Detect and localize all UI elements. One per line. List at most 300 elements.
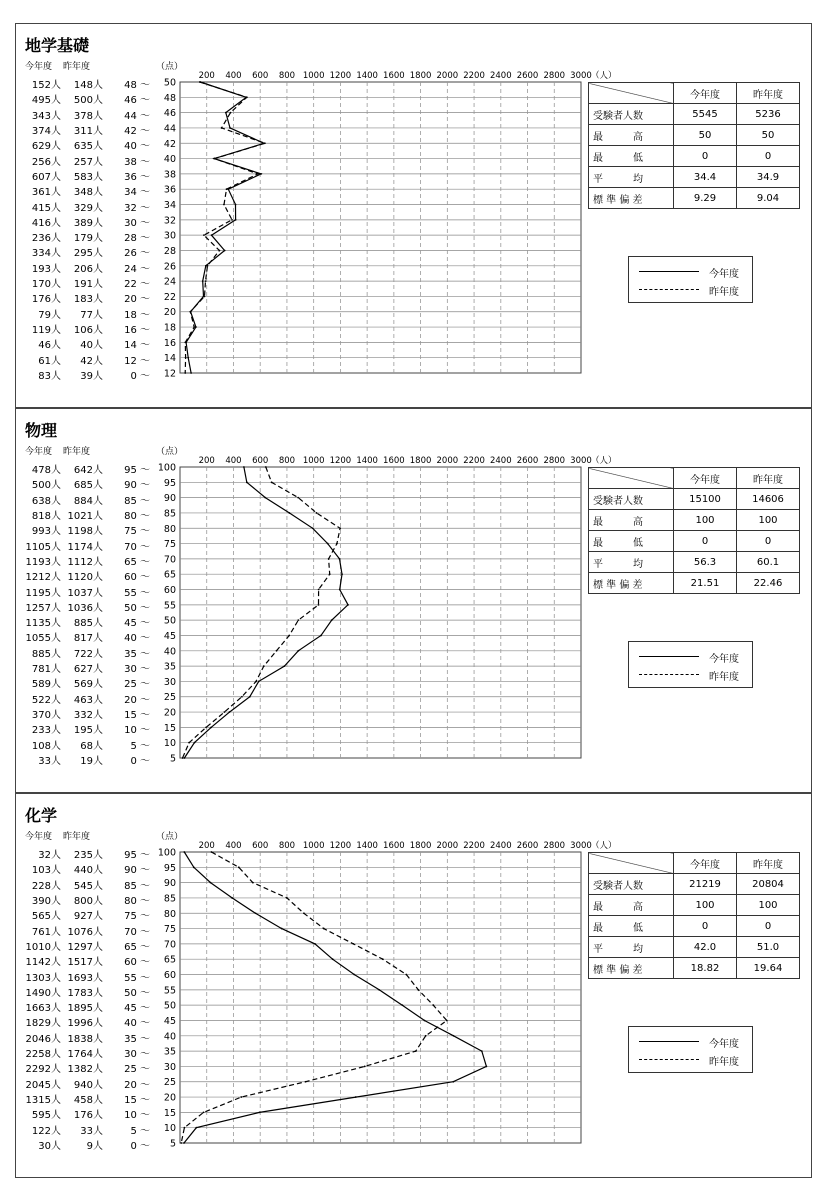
x-tick-label: 2400 [489, 71, 512, 81]
series-line-last-year [185, 82, 265, 373]
row-score-range: 26 ～ [124, 248, 150, 260]
row-count-this-year: 46人 [38, 340, 61, 352]
row-count-last-year: 1895人 [67, 1003, 103, 1015]
row-count-last-year: 1036人 [67, 602, 103, 614]
y-tick-label: 100 [157, 462, 176, 474]
x-tick-label: 1600 [383, 456, 405, 466]
row-score-range: 25 ～ [124, 1064, 150, 1076]
row-count-last-year: 1764人 [67, 1049, 103, 1061]
row-score-range: 85 ～ [124, 880, 150, 892]
data-point-last-year [255, 681, 257, 683]
x-tick-label: 1800 [409, 841, 432, 851]
y-tick-label: 22 [163, 291, 176, 303]
header-this-year: 今年度 [25, 832, 53, 842]
data-point-last-year [238, 866, 240, 868]
stats-header-row [589, 853, 800, 874]
stats-corner-cell [589, 83, 674, 104]
x-tick-label: 400 [225, 71, 242, 81]
row-count-this-year: 256人 [31, 156, 61, 168]
stats-label: 受験者人数 [589, 874, 674, 895]
stats-label: 平 均 [589, 167, 674, 188]
data-point-this-year [183, 851, 185, 853]
data-point-last-year [288, 635, 290, 637]
stats-row [589, 125, 800, 146]
row-score-range: 90 ～ [124, 480, 150, 492]
data-point-this-year [183, 1142, 185, 1144]
x-tick-label: 600 [252, 841, 269, 851]
data-point-this-year [341, 573, 343, 575]
row-count-last-year: 884人 [73, 495, 103, 507]
legend-label-this-year: 今年度 [709, 654, 739, 665]
y-tick-label: 70 [163, 554, 176, 566]
row-score-range: 15 ～ [124, 1095, 150, 1107]
stats-col-last-year: 昨年度 [737, 468, 800, 489]
data-point-this-year [401, 1004, 403, 1006]
row-count-this-year: 415人 [31, 202, 61, 214]
y-tick-label: 14 [163, 353, 176, 365]
row-count-last-year: 642人 [73, 465, 103, 476]
x-tick-label: 2000 [436, 841, 459, 851]
x-tick-label: 2800 [543, 71, 566, 81]
data-point-this-year [485, 1066, 487, 1068]
y-tick-label: 40 [163, 1031, 176, 1043]
row-count-this-year: 2292人 [25, 1064, 61, 1076]
stats-value-last-year: 100 [737, 510, 800, 531]
row-count-last-year: 206人 [73, 263, 103, 275]
stats-value-last-year: 22.46 [737, 573, 800, 594]
stats-row [589, 104, 800, 125]
stats-label: 最 低 [589, 916, 674, 937]
data-point-this-year [481, 1050, 483, 1052]
y-tick-label: 65 [163, 954, 176, 966]
data-point-last-year [446, 1020, 448, 1022]
row-score-range: 32 ～ [124, 202, 150, 214]
legend-solid-line [639, 656, 699, 657]
stats-row [589, 146, 800, 167]
row-count-last-year: 295人 [73, 248, 103, 260]
data-point-last-year [221, 127, 223, 129]
row-count-last-year: 1198人 [67, 526, 103, 538]
data-point-this-year [243, 466, 245, 468]
y-tick-label: 45 [163, 1015, 176, 1027]
x-tick-label: 200 [198, 841, 215, 851]
row-count-this-year: 370人 [31, 710, 61, 722]
stats-row [589, 188, 800, 209]
y-tick-label: 15 [163, 1107, 176, 1119]
row-count-this-year: 390人 [31, 895, 61, 907]
stats-row [589, 937, 800, 958]
row-count-this-year: 119人 [31, 325, 61, 337]
data-point-last-year [226, 188, 228, 190]
data-point-last-year [264, 142, 266, 144]
row-count-last-year: 940人 [73, 1079, 103, 1091]
data-point-last-year [318, 604, 320, 606]
stats-label: 最 低 [589, 146, 674, 167]
row-score-range: 45 ～ [124, 618, 150, 630]
legend-solid-line [639, 271, 699, 272]
row-count-this-year: 1193人 [25, 556, 61, 568]
row-count-this-year: 228人 [31, 880, 61, 892]
row-count-last-year: 635人 [73, 141, 103, 153]
y-tick-label: 36 [163, 184, 176, 196]
row-score-range: 38 ～ [124, 156, 150, 168]
row-count-this-year: 1195人 [25, 587, 61, 599]
y-tick-label: 100 [157, 847, 176, 859]
row-count-this-year: 638人 [31, 495, 61, 507]
data-point-last-year [184, 341, 186, 343]
stats-row [589, 573, 800, 594]
row-score-range: 40 ～ [124, 1018, 150, 1030]
row-score-range: 12 ～ [124, 355, 150, 367]
data-point-this-year [195, 1127, 197, 1129]
row-score-range: 25 ～ [124, 679, 150, 691]
stats-label: 標 準 偏 差 [589, 188, 674, 209]
stats-value-this-year: 21219 [674, 874, 737, 895]
row-count-last-year: 1021人 [67, 510, 103, 522]
data-point-last-year [417, 989, 419, 991]
series-line-this-year [186, 82, 264, 373]
y-tick-label: 90 [163, 878, 176, 890]
y-tick-label: 20 [163, 307, 176, 319]
y-tick-label: 50 [163, 615, 176, 627]
data-point-last-year [257, 173, 259, 175]
data-point-last-year [425, 1035, 427, 1037]
x-tick-label: 200 [198, 71, 215, 81]
chart-legend [628, 641, 753, 688]
data-point-this-year [235, 204, 237, 206]
row-score-range: 20 ～ [124, 294, 150, 306]
stats-row [589, 552, 800, 573]
row-count-last-year: 1076人 [67, 926, 103, 938]
row-score-range: 35 ～ [124, 648, 150, 660]
data-point-last-year [336, 543, 338, 545]
row-count-this-year: 1055人 [25, 633, 61, 645]
row-count-last-year: 1838人 [67, 1033, 103, 1045]
y-tick-label: 75 [163, 924, 176, 936]
stats-label: 標 準 偏 差 [589, 573, 674, 594]
y-tick-label: 60 [163, 970, 176, 982]
row-score-range: 22 ～ [124, 279, 150, 291]
data-point-this-year [255, 912, 257, 914]
row-count-this-year: 885人 [31, 648, 61, 660]
row-count-this-year: 30人 [38, 1141, 61, 1152]
row-count-last-year: 148人 [73, 80, 103, 91]
legend-dashed-line [639, 674, 699, 675]
data-point-last-year [352, 943, 354, 945]
data-point-this-year [281, 928, 283, 930]
data-point-last-year [252, 882, 254, 884]
y-tick-label: 24 [163, 276, 176, 288]
row-count-last-year: 235人 [73, 850, 103, 861]
y-tick-label: 10 [163, 1123, 176, 1135]
data-point-this-year [339, 558, 341, 560]
x-tick-label: 2200 [463, 71, 485, 81]
row-count-last-year: 1037人 [67, 587, 103, 599]
data-point-this-year [353, 974, 355, 976]
data-point-this-year [332, 958, 334, 960]
score-unit-label: （点） [156, 447, 184, 457]
legend-label-this-year: 今年度 [709, 269, 739, 280]
stats-row [589, 895, 800, 916]
row-count-this-year: 761人 [31, 926, 61, 938]
header-this-year: 今年度 [25, 62, 53, 72]
row-count-last-year: 1120人 [67, 572, 103, 584]
row-score-range: 95 ～ [124, 850, 150, 861]
row-score-range: 65 ～ [124, 556, 150, 568]
row-score-range: 0 ～ [130, 1141, 150, 1152]
data-point-last-year [223, 711, 225, 713]
row-count-this-year: 500人 [31, 480, 61, 492]
row-count-this-year: 170人 [31, 279, 61, 291]
stats-col-this-year: 今年度 [674, 853, 737, 874]
data-point-this-year [258, 681, 260, 683]
x-tick-label: 3000 [570, 71, 592, 81]
row-count-last-year: 9人 [86, 1141, 103, 1152]
y-tick-label: 25 [163, 692, 176, 704]
row-count-last-year: 440人 [73, 865, 103, 877]
data-point-last-year [297, 619, 299, 621]
row-score-range: 85 ～ [124, 495, 150, 507]
stats-corner-cell [589, 468, 674, 489]
plot-frame [180, 467, 581, 758]
row-score-range: 14 ～ [124, 340, 150, 352]
row-count-last-year: 722人 [73, 648, 103, 660]
data-point-this-year [187, 357, 189, 359]
stats-col-last-year: 昨年度 [737, 83, 800, 104]
row-count-this-year: 1303人 [25, 972, 61, 984]
row-score-range: 30 ～ [124, 1049, 150, 1061]
data-point-last-year [382, 958, 384, 960]
stats-value-this-year: 15100 [674, 489, 737, 510]
y-tick-label: 80 [163, 523, 176, 535]
y-tick-label: 70 [163, 939, 176, 951]
row-count-this-year: 374人 [31, 125, 61, 137]
x-tick-label: 2200 [463, 841, 485, 851]
data-point-last-year [271, 481, 273, 483]
row-count-this-year: 629人 [31, 141, 61, 153]
stats-row [589, 916, 800, 937]
x-tick-label: 2400 [489, 456, 512, 466]
data-point-last-year [223, 204, 225, 206]
row-count-last-year: 179人 [73, 233, 103, 245]
y-tick-label: 10 [163, 738, 176, 750]
row-score-range: 28 ～ [124, 233, 150, 245]
data-point-last-year [180, 1142, 182, 1144]
x-tick-label: 400 [225, 841, 242, 851]
row-count-this-year: 1663人 [25, 1003, 61, 1015]
row-count-last-year: 191人 [73, 279, 103, 291]
stats-value-last-year: 20804 [737, 874, 800, 895]
stats-label: 受験者人数 [589, 104, 674, 125]
x-tick-label: 2200 [463, 456, 485, 466]
row-count-this-year: 103人 [31, 865, 61, 877]
data-point-last-year [297, 497, 299, 499]
row-count-last-year: 800人 [73, 895, 103, 907]
y-tick-label: 30 [163, 676, 176, 688]
row-count-last-year: 569人 [73, 679, 103, 691]
data-point-last-year [219, 250, 221, 252]
data-point-last-year [213, 158, 215, 160]
row-count-last-year: 1112人 [67, 556, 103, 568]
stats-value-last-year: 9.04 [737, 188, 800, 209]
stats-value-this-year: 18.82 [674, 958, 737, 979]
data-point-last-year [203, 1111, 205, 1113]
y-tick-label: 5 [169, 753, 176, 765]
x-tick-label: 2600 [516, 71, 539, 81]
y-tick-label: 34 [163, 200, 176, 212]
x-tick-label: 800 [278, 841, 296, 851]
data-point-last-year [203, 234, 205, 236]
row-count-last-year: 176人 [73, 1110, 103, 1122]
x-tick-label: 200 [198, 456, 215, 466]
data-point-last-year [182, 757, 184, 759]
row-count-this-year: 233人 [31, 725, 61, 737]
row-count-this-year: 781人 [31, 664, 61, 676]
row-count-this-year: 2046人 [25, 1033, 61, 1045]
legend-label-last-year: 昨年度 [709, 287, 739, 298]
row-score-range: 5 ～ [130, 740, 150, 752]
stats-header-row [589, 83, 800, 104]
data-point-last-year [415, 1050, 417, 1052]
stats-value-last-year: 100 [737, 895, 800, 916]
data-point-this-year [339, 589, 341, 591]
row-count-last-year: 1517人 [67, 957, 103, 969]
chart-legend [628, 1026, 753, 1073]
row-count-this-year: 1105人 [25, 541, 61, 553]
x-tick-label: 2600 [516, 456, 539, 466]
legend-dashed-line [639, 1059, 699, 1060]
row-count-this-year: 61人 [38, 355, 61, 367]
stats-value-last-year: 60.1 [737, 552, 800, 573]
stats-value-last-year: 5236 [737, 104, 800, 125]
data-point-this-year [259, 1111, 261, 1113]
row-score-range: 48 ～ [124, 80, 150, 91]
data-point-this-year [184, 757, 186, 759]
series-line-last-year [183, 467, 341, 758]
x-tick-label: 1200 [329, 456, 352, 466]
y-tick-label: 50 [163, 77, 176, 89]
row-score-range: 34 ～ [124, 187, 150, 199]
data-point-last-year [265, 466, 267, 468]
data-point-last-year [405, 974, 407, 976]
y-tick-label: 42 [163, 138, 176, 150]
x-tick-label: 1000 [302, 841, 325, 851]
x-tick-label: 3000 [570, 841, 592, 851]
y-tick-label: 85 [163, 893, 176, 905]
data-point-this-year [327, 543, 329, 545]
data-point-last-year [230, 112, 232, 114]
row-score-range: 20 ～ [124, 1079, 150, 1091]
data-point-last-year [303, 912, 305, 914]
row-score-range: 70 ～ [124, 541, 150, 553]
stats-value-this-year: 100 [674, 895, 737, 916]
stats-col-this-year: 今年度 [674, 83, 737, 104]
data-point-this-year [320, 635, 322, 637]
stats-header-row [589, 468, 800, 489]
data-point-last-year [339, 527, 341, 529]
data-point-this-year [355, 1096, 357, 1098]
x-tick-label: 1400 [356, 456, 378, 466]
stats-row [589, 510, 800, 531]
row-count-last-year: 77人 [80, 309, 103, 321]
stats-value-this-year: 50 [674, 125, 737, 146]
data-point-this-year [210, 882, 212, 884]
row-count-this-year: 416人 [31, 217, 61, 229]
data-point-last-year [318, 589, 320, 591]
stats-value-this-year: 21.51 [674, 573, 737, 594]
data-point-last-year [241, 696, 243, 698]
data-point-last-year [205, 726, 207, 728]
row-count-last-year: 927人 [73, 911, 103, 923]
row-score-range: 24 ～ [124, 263, 150, 275]
x-tick-label: 1400 [356, 71, 378, 81]
stats-table [588, 82, 800, 209]
y-tick-label: 48 [163, 92, 176, 104]
row-count-last-year: 1783人 [67, 987, 103, 999]
stats-value-this-year: 5545 [674, 104, 737, 125]
subject-title: 地学基礎 [25, 36, 90, 55]
row-score-range: 30 ～ [124, 217, 150, 229]
row-count-this-year: 2258人 [25, 1049, 61, 1061]
data-point-this-year [297, 650, 299, 652]
y-tick-label: 30 [163, 230, 176, 242]
row-score-range: 20 ～ [124, 694, 150, 706]
header-this-year: 今年度 [25, 447, 53, 457]
stats-label: 標 準 偏 差 [589, 958, 674, 979]
data-point-this-year [249, 696, 251, 698]
stats-col-this-year: 今年度 [674, 468, 737, 489]
series-line-this-year [184, 467, 348, 758]
chart-panel [15, 793, 812, 1178]
row-count-this-year: 1142人 [25, 957, 61, 969]
y-tick-label: 45 [163, 630, 176, 642]
row-count-last-year: 627人 [73, 664, 103, 676]
chart-panel [15, 23, 812, 408]
row-score-range: 30 ～ [124, 664, 150, 676]
data-point-this-year [452, 1081, 454, 1083]
row-count-this-year: 1315人 [25, 1095, 61, 1107]
row-score-range: 44 ～ [124, 110, 150, 122]
stats-value-this-year: 0 [674, 916, 737, 937]
x-tick-label: 1000 [302, 456, 325, 466]
x-tick-label: 400 [225, 456, 242, 466]
data-point-this-year [211, 234, 213, 236]
row-count-last-year: 39人 [80, 371, 103, 382]
row-score-range: 10 ～ [124, 1110, 150, 1122]
data-point-last-year [211, 851, 213, 853]
stats-value-last-year: 50 [737, 125, 800, 146]
row-count-this-year: 1257人 [25, 602, 61, 614]
stats-value-this-year: 9.29 [674, 188, 737, 209]
row-count-this-year: 595人 [31, 1110, 61, 1122]
row-count-this-year: 108人 [31, 740, 61, 752]
data-point-last-year [246, 96, 248, 98]
legend-solid-line [639, 1041, 699, 1042]
row-count-last-year: 33人 [80, 1125, 103, 1137]
row-count-last-year: 458人 [73, 1095, 103, 1107]
data-point-last-year [207, 265, 209, 267]
row-score-range: 46 ～ [124, 95, 150, 107]
x-tick-label: 2800 [543, 456, 566, 466]
row-count-this-year: 478人 [31, 465, 61, 476]
row-count-this-year: 495人 [31, 95, 61, 107]
y-tick-label: 28 [163, 245, 176, 257]
people-unit-label: （人） [591, 456, 617, 466]
data-point-last-year [204, 296, 206, 298]
row-score-range: 45 ～ [124, 1003, 150, 1015]
header-last-year: 昨年度 [63, 447, 91, 457]
stats-value-this-year: 34.4 [674, 167, 737, 188]
